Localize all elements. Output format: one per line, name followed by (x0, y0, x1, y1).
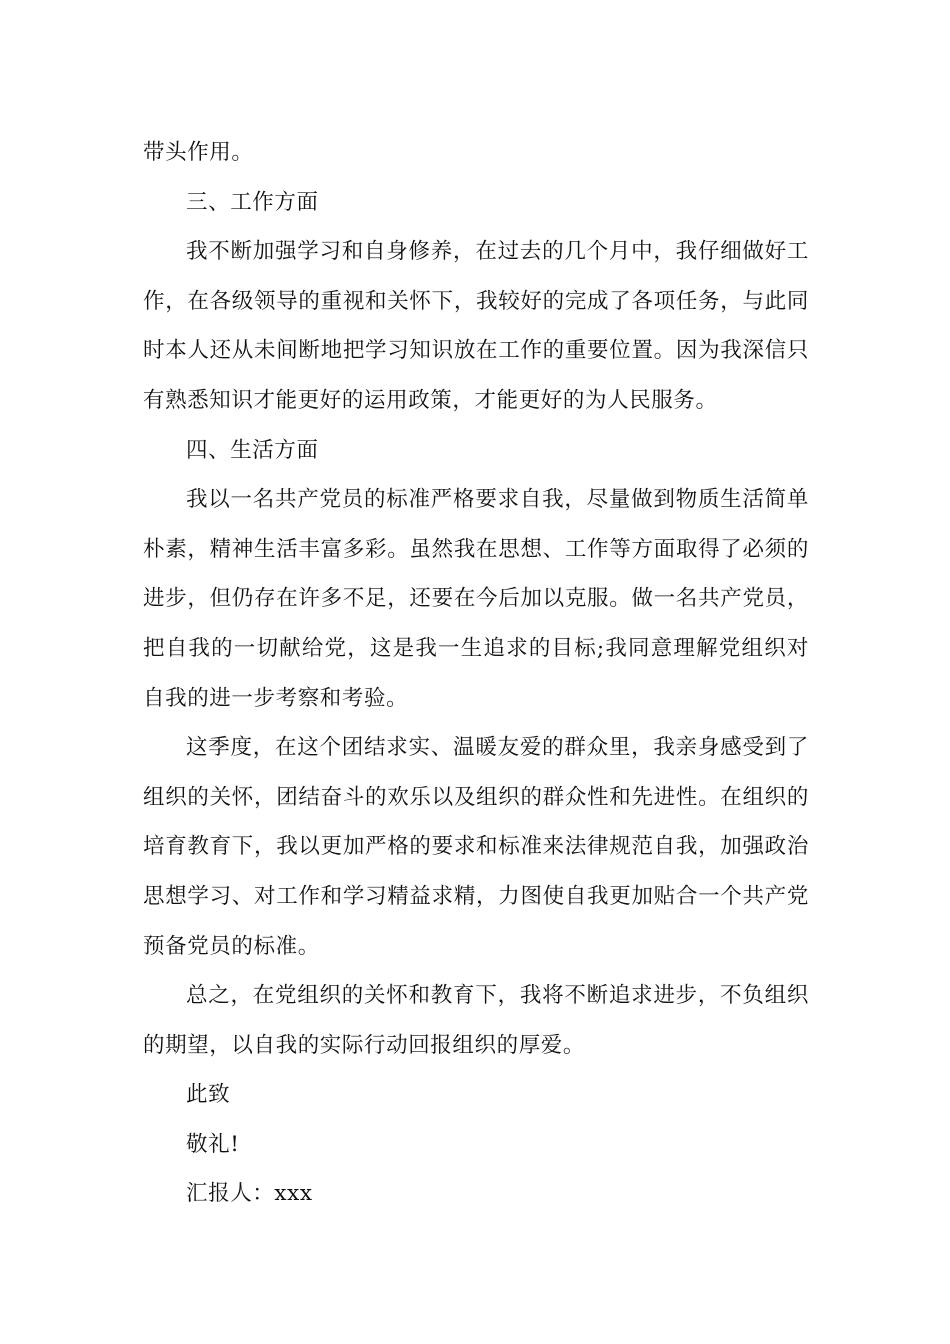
paragraph-work: 我不断加强学习和自身修养，在过去的几个月中，我仔细做好工作，在各级领导的重视和关怀下，我较好的完成了各项任务，与此同时本人还从未间断地把学习知识放在工作的重要位置。因为我深信只有熟悉知识才能更好的运用政策，才能更好的为人民服务。 (143, 239, 809, 413)
section-heading-life: 四、生活方面 (186, 437, 319, 463)
paragraph-life: 我以一名共产党员的标准严格要求自我，尽量做到物质生活简单朴素，精神生活丰富多彩。虽然我在思想、工作等方面取得了必须的进步，但仍存在许多不足，还要在今后加以克服。做一名共产党员，把自我的一切献给党，这是我一生追求的目标;我同意理解党组织对自我的进一步考察和考验。 (143, 487, 809, 711)
document-body (143, 128, 809, 1219)
paragraph-conclusion: 总之，在党组织的关怀和教育下，我将不断追求进步，不负组织的期望，以自我的实际行动回报组织的厚爱。 (143, 983, 809, 1058)
closing-regards: 敬礼! (186, 1131, 240, 1157)
reporter-signature: 汇报人：xxx (186, 1181, 313, 1207)
closing-salutation: 此致 (186, 1082, 231, 1108)
paragraph-quarter: 这季度，在这个团结求实、温暖友爱的群众里，我亲身感受到了组织的关怀，团结奋斗的欢乐以及组织的群众性和先进性。在组织的培育教育下，我以更加严格的要求和标准来法律规范自我，加强政治思想学习、对工作和学习精益求精，力图使自我更加贴合一个共产党预备党员的标准。 (143, 735, 809, 959)
section-heading-work: 三、工作方面 (186, 189, 319, 215)
paragraph-continuation: 带头作用。 (143, 140, 254, 165)
